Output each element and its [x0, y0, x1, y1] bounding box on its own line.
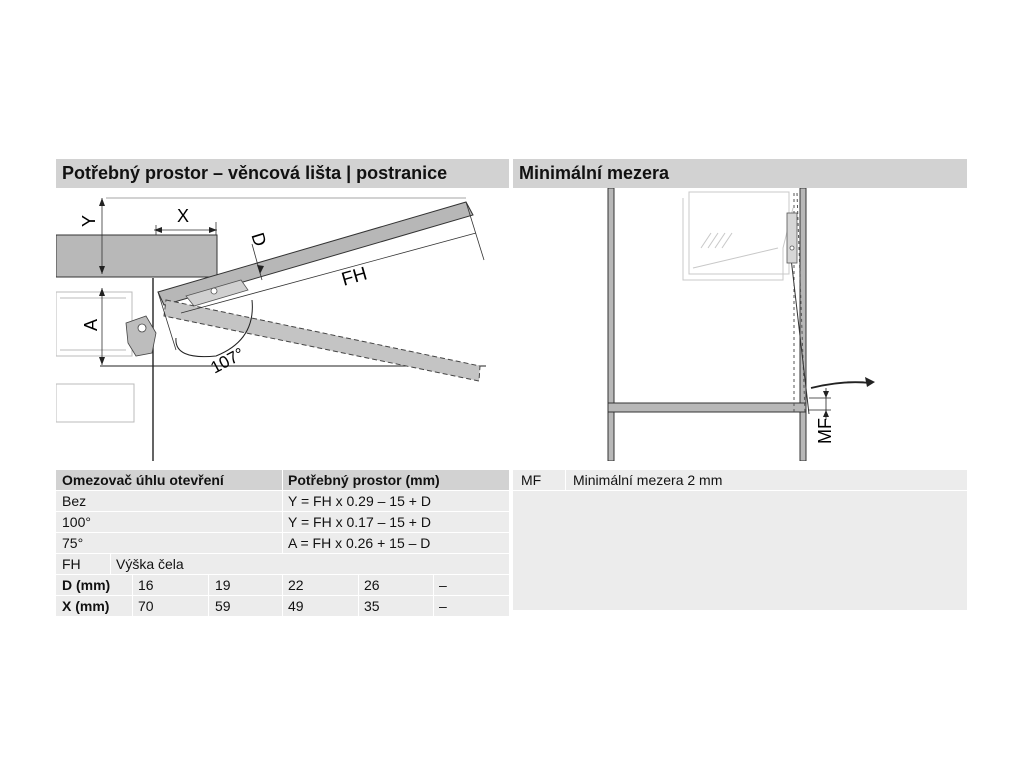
d-row-label: D (mm): [62, 577, 111, 593]
table-header-row: [56, 470, 509, 491]
x-value: 59: [215, 598, 231, 614]
clearance-diagram: [56, 188, 509, 461]
left-section-title: Potřebný prostor – věncová lišta | postranice: [56, 159, 509, 188]
row-label: 75°: [62, 535, 84, 551]
d-value: 16: [138, 577, 154, 593]
d-value: 19: [215, 577, 231, 593]
gap-table: [513, 470, 967, 610]
label-x: X: [177, 206, 190, 226]
right-section-title: Minimální mezera: [513, 159, 967, 188]
mf-arrow-bottom: [823, 410, 829, 417]
fh-description: Výška čela: [116, 556, 184, 572]
clearance-table: [56, 470, 509, 617]
row-label: 100°: [62, 514, 91, 530]
minimum-gap-drawing: [513, 188, 967, 461]
x-row-label: X (mm): [62, 598, 110, 614]
d-value: 22: [288, 577, 304, 593]
mf-arrow-top: [823, 391, 829, 398]
lift-hardware-faint: [683, 192, 793, 280]
x-value: 49: [288, 598, 304, 614]
label-fh: FH: [339, 263, 370, 291]
row-label: Bez: [62, 493, 87, 509]
row-formula: Y = FH x 0.17 – 15 + D: [288, 514, 431, 530]
left-wall: [608, 188, 614, 461]
opening-arrow: [811, 382, 871, 388]
right-wall: [800, 188, 806, 461]
table-row: [56, 533, 509, 554]
table-row-x: [56, 596, 509, 617]
col-header-space: Potřebný prostor (mm): [288, 472, 440, 488]
table-row: [56, 491, 509, 512]
minimum-gap-diagram: [513, 188, 967, 461]
label-d: D: [247, 230, 271, 249]
table-row-d: [56, 575, 509, 596]
hinge-mechanism: [126, 316, 156, 356]
table-row: [56, 512, 509, 533]
row-formula: Y = FH x 0.29 – 15 + D: [288, 493, 431, 509]
x-value: 35: [364, 598, 380, 614]
col-header-stopper: Omezovač úhlu otevření: [62, 472, 224, 488]
table-row-fh: [56, 554, 509, 575]
arrowhead: [865, 377, 875, 387]
label-mf: MF: [815, 418, 835, 444]
x-value: –: [439, 598, 447, 614]
label-a: A: [81, 318, 101, 331]
row-formula: A = FH x 0.26 + 15 – D: [288, 535, 431, 551]
label-angle: 107°: [207, 344, 248, 378]
d-value: 26: [364, 577, 380, 593]
label-y: Y: [79, 214, 99, 227]
mf-abbrev: MF: [521, 472, 542, 488]
mf-description: Minimální mezera 2 mm: [573, 472, 723, 488]
hinge-detail: [787, 213, 797, 263]
lift-mechanism-drawing: [56, 188, 509, 461]
x-value: 70: [138, 598, 154, 614]
shelf: [608, 403, 806, 412]
fh-abbrev: FH: [62, 556, 81, 572]
cornice-panel: [56, 235, 217, 277]
table-row-mf: [513, 470, 967, 491]
d-value: –: [439, 577, 447, 593]
hinge-housing: [56, 292, 134, 422]
